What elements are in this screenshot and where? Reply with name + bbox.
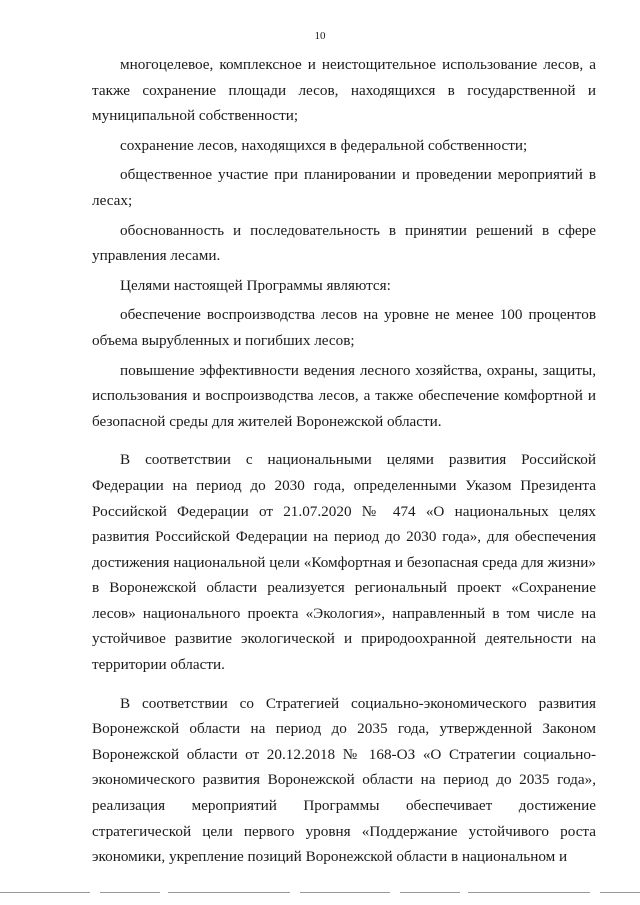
paragraph: В соответствии со Стратегией социально-экономического развития Воронежской области на период до 2035 года, утвержденной Законом Воронежской области от 20.12.2018 № 168-ОЗ «О Стратегии социально-экономического развития Воронежской области на период до 2035 года», реализация мероприятий Программы обеспечивает достижение стратегической цели первого уровня «Поддержание устойчивого роста экономики, укрепление позиций Воронежской области в национальном и: [92, 694, 596, 866]
paragraph: В соответствии с национальными целями развития Российской Федерации на период до 2030 года, определенными Указом Президента Российской Федерации от 21.07.2020 № 474 «О национальных целях развития Российской Федерации на период до 2030 года», для обеспечения достижения национальной цели «Комфортная и безопасная среда для жизни» в Воронежской области реализуется региональный проект «Сохранение лесов» национального проекта «Экология», направленный в том числе на устойчивое развитие экологической и природоохранной деятельности на территории области.: [92, 451, 596, 674]
paragraph: обоснованность и последовательность в принятии решений в сфере управления лесами.: [92, 221, 596, 265]
paragraph: Целями настоящей Программы являются:: [120, 276, 391, 294]
paragraph: обеспечение воспроизводства лесов на уровне не менее 100 процентов объема вырубленных и погибших лесов;: [92, 306, 596, 349]
paragraph: сохранение лесов, находящихся в федеральной собственности;: [120, 136, 528, 154]
paragraph: повышение эффективности ведения лесного хозяйства, охраны, защиты, использования и воспроизводства лесов, а также обеспечение комфортной и безопасной среды для жителей Воронежской области.: [92, 361, 596, 430]
bottom-scan-line: [0, 892, 640, 893]
document-body: [92, 52, 596, 870]
paragraph: общественное участие при планировании и проведении мероприятий в лесах;: [92, 166, 596, 209]
page-number: 10: [314, 30, 326, 42]
paragraph: многоцелевое, комплексное и неистощительное использование лесов, а также сохранение площади лесов, находящихся в государственной и муниципальной собственности;: [92, 56, 596, 125]
